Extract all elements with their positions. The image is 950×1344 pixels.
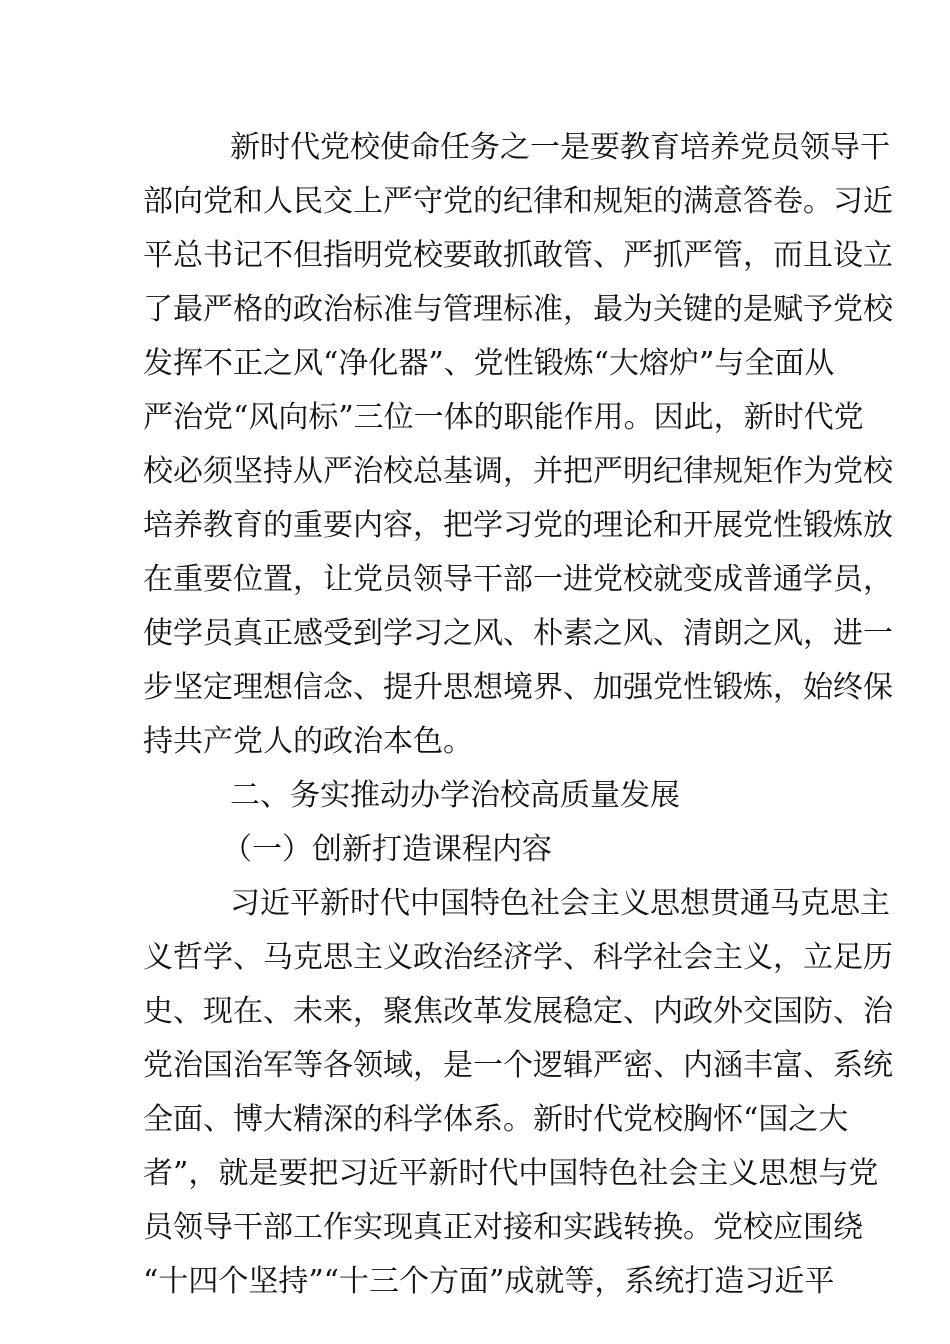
- paragraph-2-line-2: 义哲学、马克思主义政治经济学、科学社会主义，立足历: [143, 940, 893, 975]
- paragraph-2-line-4: 党治国治军等各领域，是一个逻辑严密、内涵丰富、系统: [143, 1048, 893, 1083]
- paragraph-1-line-1: 新时代党校使命任务之一是要教育培养党员领导干: [230, 130, 890, 165]
- paragraph-1-line-3: 平总书记不但指明党校要敢抓敢管、严抓严管，而且设立: [143, 238, 893, 273]
- paragraph-1-line-8: 培养教育的重要内容，把学习党的理论和开展党性锻炼放: [143, 508, 893, 543]
- paragraph-1-line-9: 在重要位置，让党员领导干部一进党校就变成普通学员，: [143, 562, 893, 597]
- paragraph-1-line-7: 校必须坚持从严治校总基调，并把严明纪律规矩作为党校: [143, 454, 893, 489]
- paragraph-1-line-12: 持共产党人的政治本色。: [143, 724, 473, 759]
- paragraph-1-line-5: 发挥不正之风“净化器”、党性锻炼“大熔炉”与全面从: [143, 346, 835, 381]
- section-heading: 二、务实推动办学治校高质量发展: [230, 778, 680, 813]
- paragraph-1-line-11: 步坚定理想信念、提升思想境界、加强党性锻炼，始终保: [143, 670, 893, 705]
- paragraph-2-line-1: 习近平新时代中国特色社会主义思想贯通马克思主: [230, 886, 890, 921]
- paragraph-1-line-4: 了最严格的政治标准与管理标准，最为关键的是赋予党校: [143, 292, 893, 327]
- paragraph-1-line-2: 部向党和人民交上严守党的纪律和规矩的满意答卷。习近: [143, 184, 893, 219]
- paragraph-2-line-7: 员领导干部工作实现真正对接和实践转换。党校应围绕: [143, 1210, 863, 1245]
- paragraph-2-line-3: 史、现在、未来，聚焦改革发展稳定、内政外交国防、治: [143, 994, 893, 1029]
- subsection-heading: （一）创新打造课程内容: [222, 832, 552, 867]
- paragraph-2-line-6: 者”，就是要把习近平新时代中国特色社会主义思想与党: [143, 1156, 879, 1191]
- paragraph-1-line-6: 严治党“风向标”三位一体的职能作用。因此，新时代党: [143, 400, 864, 435]
- paragraph-2-line-8: “十四个坚持”“十三个方面”成就等，系统打造习近平: [143, 1264, 835, 1299]
- paragraph-1-line-10: 使学员真正感受到学习之风、朴素之风、清朗之风，进一: [143, 616, 893, 651]
- paragraph-2-line-5: 全面、博大精深的科学体系。新时代党校胸怀“国之大: [143, 1102, 849, 1137]
